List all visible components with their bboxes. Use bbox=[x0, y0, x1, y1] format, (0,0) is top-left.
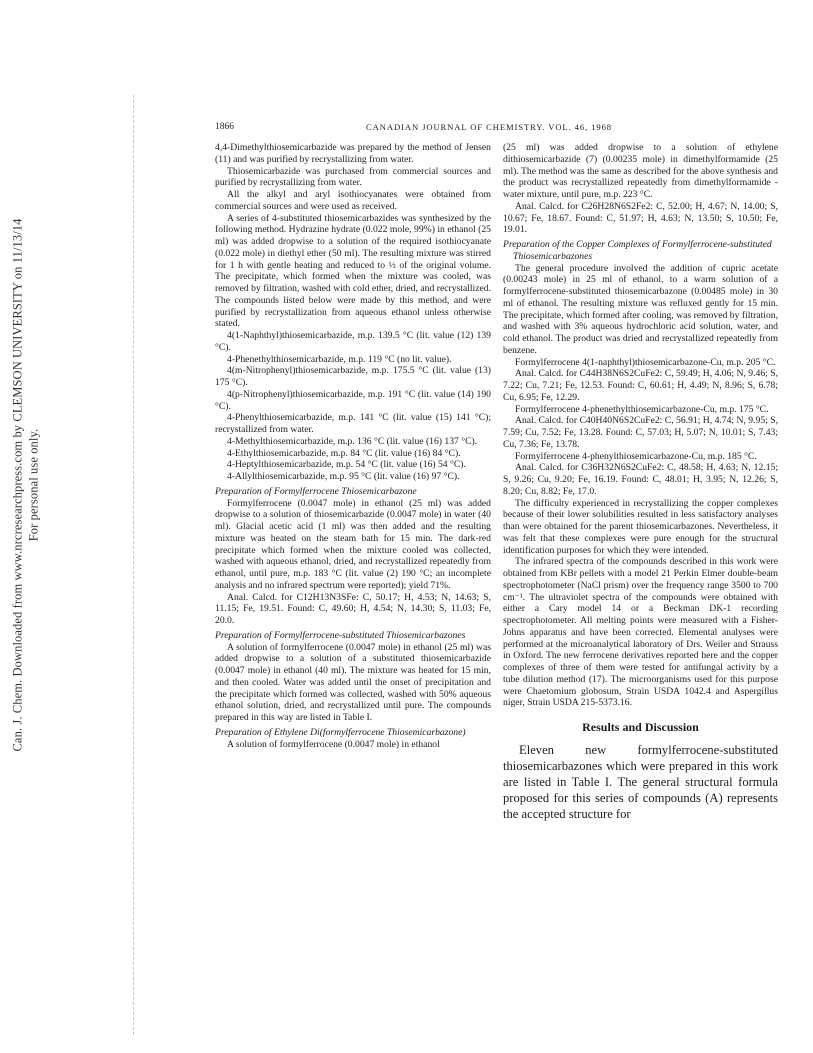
paragraph: A series of 4-substituted thiosemicarbazides was synthesized by the following method. Hydrazine hydrate (0.022 mole, 99%) in ethanol (25 ml) was added dropwise to a solution of the required isothiocyanate (0.022 mole) in diethyl ether (50 ml). The resulting mixture was stirred for 1 h with gentle heating and reduced to ½ of the original volume. The precipitate, which formed when the mixture was cooled, was removed by filtration, washed with cold ether, dried, and recrystallized. The compounds listed below were made by this method, and were purified by recrystallization from aqueous ethanol unless otherwise stated. bbox=[215, 212, 491, 330]
download-watermark bbox=[4, 218, 48, 752]
compound-item: 4-Allylthiosemicarbazide, m.p. 95 °C (lit. value (16) 97 °C). bbox=[227, 471, 460, 482]
paragraph: The general procedure involved the addition of cupric acetate (0.00243 mole) in 25 ml of ethanol, to a warm solution of a formylferrocene-substituted thiosemicarbazone (0.00485 mole) in 30 ml of ethanol. The resulting mixture was refluxed gently for 15 min. The precipitate, which formed after cooling, was removed by filtration, and washed with 3% aqueous hydrochloric acid solution, water, and cold ethanol. The product was dried and recrystallized repeatedly from benzene. bbox=[503, 262, 778, 356]
paragraph: 4,4-Dimethylthiosemicarbazide was prepared by the method of Jensen (11) and was purified by recrystallizing from water. bbox=[215, 142, 491, 165]
compound-item: 4-Ethylthiosemicarbazide, m.p. 84 °C (lit. value (16) 84 °C). bbox=[227, 447, 461, 459]
watermark-line-source: Can. J. Chem. Downloaded from www.nrcresearchpress.com by CLEMSON UNIVERSITY on 11/13/14 bbox=[10, 218, 25, 752]
results-paragraph: Eleven new formylferrocene-substituted thiosemicarbazones which were prepared in this work are listed in Table I. The general structural formula proposed for this series of compounds (A) represents the accepted structure for bbox=[503, 742, 778, 821]
results-heading: Results and Discussion bbox=[582, 720, 699, 734]
compound-item: 4-Phenethylthiosemicarbazide, m.p. 119 °C (no lit. value). bbox=[227, 353, 452, 365]
analysis-paragraph: Anal. Calcd. for C44H38N6S2CuFe2: C, 59.49; H, 4.06; N, 9.46; S, 7.22; Cu, 7.21; Fe, 12.53. Found: C, 60.61; H, 4.49; N, 8.96; S, 6.78; Cu, 6.95; Fe, 12.29. bbox=[503, 368, 778, 403]
analysis-paragraph: Anal. Calcd. for C26H28N6S2Fe2: C, 52.00; H, 4.67; N, 14.00; S, 10.67; Fe, 18.67. Found: C, 51.97; H, 4.63; N, 13.50; S, 10.50; Fe, 19.01. bbox=[503, 200, 778, 236]
paragraph: The difficulty experienced in recrystallizing the copper complexes because of their lower solubilities resulted in less satisfactory analyses than were obtained for the parent thiosemicarbazones. Nevertheless, it was felt that these complexes were pure enough for the structural identification purposes for which they were intended. bbox=[503, 497, 778, 556]
page-number: 1866 bbox=[215, 122, 234, 132]
compound-item: 4(1-Naphthyl)thiosemicarbazide, m.p. 139.5 °C (lit. value (12) 139 °C). bbox=[215, 330, 491, 353]
running-header bbox=[215, 122, 763, 136]
paragraph: All the alkyl and aryl isothiocyanates were obtained from commercial sources and were used as received. bbox=[215, 189, 491, 212]
compound-item: Formylferrocene 4-phenylthiosemicarbazone-Cu, m.p. 185 °C. bbox=[515, 450, 757, 462]
right-column bbox=[503, 142, 778, 944]
compound-item: Formylferrocene 4-phenethylthiosemicarbazone-Cu, m.p. 175 °C. bbox=[515, 403, 769, 415]
compound-item: 4-Methylthiosemicarbazide, m.p. 136 °C (lit. value (16) 137 °C). bbox=[227, 435, 478, 447]
section-heading: Preparation of Formylferrocene-substituted Thiosemicarbazones bbox=[215, 629, 466, 641]
compound-item: 4(m-Nitrophenyl)thiosemicarbazide, m.p. 175.5 °C (lit. value (13) 175 °C). bbox=[215, 365, 491, 388]
analysis-paragraph: Anal. Calcd. for C36H32N6S2CuFe2: C, 48.58; H, 4.63; N, 12.15; S, 9.26; Cu, 9.20; Fe, 16.19. Found: C, 48.01; H, 3.95; N, 12.26; S, 8.20; Cu, 8.82; Fe, 17.0. bbox=[503, 462, 778, 497]
scan-edge bbox=[133, 95, 135, 1035]
compound-item: Formylferrocene 4(1-naphthyl)thiosemicarbazone-Cu, m.p. 205 °C. bbox=[515, 356, 776, 368]
compound-item: 4(p-Nitrophenyl)thiosemicarbazide, m.p. 191 °C (lit. value (14) 190 °C). bbox=[215, 388, 491, 412]
left-column bbox=[215, 142, 491, 944]
section-heading: Preparation of the Copper Complexes of Formylferrocene-substituted Thiosemicarbazones bbox=[503, 239, 772, 262]
paragraph: A solution of formylferrocene (0.0047 mole) in ethanol (25 ml) was added dropwise to a solution of a substituted thiosemicarbazide (0.0047 mole) in ethanol (40 ml). The mixture was heated for 15 min, and then cooled. Water was added until the onset of precipitation and the precipitate which formed was collected, washed with 50% aqueous ethanol solution, dried, and recrystallized until pure. The compounds prepared in this way are listed in Table I. bbox=[215, 641, 491, 723]
paragraph: A solution of formylferrocene (0.0047 mole) in ethanol bbox=[227, 738, 440, 750]
compound-item: 4-Phenylthiosemicarbazide, m.p. 141 °C (lit. value (15) 141 °C); recrystallized from water. bbox=[215, 412, 491, 435]
section-heading: Preparation of Formylferrocene Thiosemicarbazone bbox=[215, 485, 417, 497]
analysis-paragraph: Anal. Calcd. for C12H13N3SFe: C, 50.17; H, 4.53; N, 14.63; S, 11.15; Fe, 19.51. Found: C, 49.60; H, 4.54; N, 14.30; S, 11.03; Fe, 20.0. bbox=[215, 591, 491, 626]
paragraph: The infrared spectra of the compounds described in this work were obtained from KBr pellets with a model 21 Perkin Elmer double-beam spectrophotometer (NaCl prism) over the frequency range 3500 to 700 cm⁻¹. The ultraviolet spectra of the compounds were obtained with either a Cary model 14 or a Beckman DK-1 recording spectrophotometer. All melting points were measured with a Fisher-Johns apparatus and have been corrected. Elemental analyses were performed at the microanalytical laboratory of Drs. Weiler and Strauss in Oxford. The new ferrocene derivatives reported here and the copper complexes of three of them were tested for antifungal activity by a tube dilution method (17). The microorganisms used for this purpose were Chaetomium globosum, Strain USDA 1042.4 and Aspergillus niger, Strain USDA 215-5373.16. bbox=[503, 556, 778, 709]
journal-title: CANADIAN JOURNAL OF CHEMISTRY. VOL. 46, 1968 bbox=[366, 122, 612, 132]
section-heading: Preparation of Ethylene Di(formylferrocene Thiosemicarbazone) bbox=[215, 726, 466, 738]
compound-item: 4-Heptylthiosemicarbazide, m.p. 54 °C (lit. value (16) 54 °C). bbox=[227, 459, 466, 471]
paragraph: Thiosemicarbazide was purchased from commercial sources and purified by recrystallizing from water. bbox=[215, 165, 491, 189]
paragraph: Formylferrocene (0.0047 mole) in ethanol (25 ml) was added dropwise to a solution of thiosemicarbazide (0.0047 mole) in water (40 ml). Glacial acetic acid (1 ml) was then added and the resulting mixture was heated on the steam bath for 15 min. The dark-red precipitate which formed when the mixture cooled was collected, washed with aqueous ethanol, dried, and recrystallized repeatedly from ethanol, until pure, m.p. 183 °C (lit. value (2) 190 °C; an incomplete analysis and no infrared spectrum were reported); yield 71%. bbox=[215, 497, 491, 591]
paragraph: (25 ml) was added dropwise to a solution of ethylene dithiosemicarbazide (7) (0.00235 mole) in dimethylformamide (25 ml). The method was the same as described for the above synthesis and the product was recrystallized repeatedly from dimethylformamide - water mixture, until pure, m.p. 223 °C. bbox=[503, 142, 778, 200]
analysis-paragraph: Anal. Calcd. for C40H40N6S2CuFe2: C, 56.91; H, 4.74; N, 9.95; S, 7.59; Cu, 7.52; Fe, 13.28. Found: C, 57.03; H, 5.07; N, 10.01; S, 7.43; Cu, 7.36; Fe, 13.78. bbox=[503, 415, 778, 450]
watermark-line-usage: For personal use only. bbox=[26, 428, 41, 542]
